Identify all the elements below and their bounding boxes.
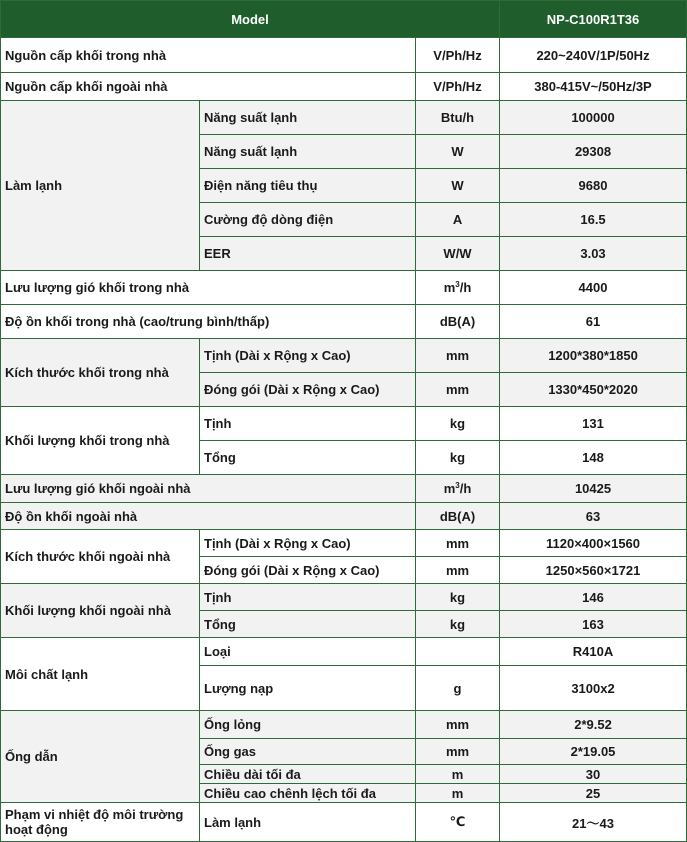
row-value: 9680 <box>500 169 687 203</box>
model-value: NP-C100R1T36 <box>500 1 687 38</box>
table-row <box>1 271 687 305</box>
row-sublabel: Đóng gói (Dài x Rộng x Cao) <box>200 373 416 407</box>
table-row <box>1 305 687 339</box>
row-unit: dB(A) <box>416 305 500 339</box>
row-value: 1330*450*2020 <box>500 373 687 407</box>
row-label: Nguồn cấp khối ngoài nhà <box>1 73 416 101</box>
row-value: 16.5 <box>500 203 687 237</box>
row-value: 63 <box>500 503 687 530</box>
row-value: 29308 <box>500 135 687 169</box>
row-value: 21～43 <box>500 803 687 842</box>
row-value: 148 <box>500 441 687 475</box>
row-sublabel: Ống gas <box>200 739 416 765</box>
row-unit: mm <box>416 557 500 584</box>
table-row <box>1 803 687 842</box>
row-unit: W <box>416 169 500 203</box>
row-sublabel: Loại <box>200 638 416 666</box>
row-unit: A <box>416 203 500 237</box>
row-sublabel: Lượng nạp <box>200 666 416 711</box>
table-row <box>1 503 687 530</box>
unit-base: m <box>443 481 456 496</box>
row-label: Độ ồn khối trong nhà (cao/trung bình/thấp) <box>1 305 416 339</box>
row-unit: m <box>416 784 500 803</box>
table-row <box>1 339 687 373</box>
unit-tail: /h <box>459 280 472 295</box>
table-row <box>1 38 687 73</box>
row-sublabel: Tổng <box>200 441 416 475</box>
row-unit: V/Ph/Hz <box>416 73 500 101</box>
row-unit <box>416 475 500 503</box>
row-sublabel: Cường độ dòng điện <box>200 203 416 237</box>
header-row <box>1 1 687 38</box>
table-row <box>1 530 687 557</box>
row-sublabel: Tịnh <box>200 584 416 611</box>
group-label: Kích thước khối ngoài nhà <box>1 530 200 584</box>
row-unit: mm <box>416 530 500 557</box>
row-unit: W <box>416 135 500 169</box>
row-value: 131 <box>500 407 687 441</box>
table-row <box>1 711 687 739</box>
row-label: Lưu lượng gió khối ngoài nhà <box>1 475 416 503</box>
row-sublabel: Năng suất lạnh <box>200 101 416 135</box>
table-row <box>1 475 687 503</box>
row-unit: Btu/h <box>416 101 500 135</box>
row-unit <box>416 638 500 666</box>
row-unit: ℃ <box>416 803 500 842</box>
row-label: Lưu lượng gió khối trong nhà <box>1 271 416 305</box>
table-row <box>1 73 687 101</box>
row-unit: kg <box>416 584 500 611</box>
row-value: 30 <box>500 765 687 784</box>
row-value: 25 <box>500 784 687 803</box>
row-value: 380-415V~/50Hz/3P <box>500 73 687 101</box>
row-value: 146 <box>500 584 687 611</box>
row-sublabel: Chiều dài tối đa <box>200 765 416 784</box>
row-unit <box>416 271 500 305</box>
row-sublabel: Chiều cao chênh lệch tối đa <box>200 784 416 803</box>
row-sublabel: EER <box>200 237 416 271</box>
table-row <box>1 101 687 135</box>
row-sublabel: Điện năng tiêu thụ <box>200 169 416 203</box>
row-value: 1200*380*1850 <box>500 339 687 373</box>
row-value: 100000 <box>500 101 687 135</box>
row-label: Nguồn cấp khối trong nhà <box>1 38 416 73</box>
row-value: 2*19.05 <box>500 739 687 765</box>
row-sublabel: Năng suất lạnh <box>200 135 416 169</box>
model-label: Model <box>1 1 500 38</box>
row-sublabel: Đóng gói (Dài x Rộng x Cao) <box>200 557 416 584</box>
row-value: 1120×400×1560 <box>500 530 687 557</box>
row-unit: kg <box>416 441 500 475</box>
row-sublabel: Tịnh <box>200 407 416 441</box>
row-label: Độ ồn khối ngoài nhà <box>1 503 416 530</box>
row-value: 3.03 <box>500 237 687 271</box>
row-sublabel: Tịnh (Dài x Rộng x Cao) <box>200 530 416 557</box>
row-value: 3100x2 <box>500 666 687 711</box>
group-label: Khối lượng khối ngoài nhà <box>1 584 200 638</box>
row-sublabel: Ống lỏng <box>200 711 416 739</box>
row-sublabel: Tổng <box>200 611 416 638</box>
row-value: 10425 <box>500 475 687 503</box>
row-label: Phạm vi nhiệt độ môi trường hoạt động <box>1 803 200 842</box>
group-label: Khối lượng khối trong nhà <box>1 407 200 475</box>
row-value: 61 <box>500 305 687 339</box>
row-unit: kg <box>416 611 500 638</box>
group-label: Môi chất lạnh <box>1 638 200 711</box>
row-unit: mm <box>416 373 500 407</box>
row-unit: V/Ph/Hz <box>416 38 500 73</box>
row-sublabel: Làm lạnh <box>200 803 416 842</box>
row-unit: g <box>416 666 500 711</box>
row-unit: mm <box>416 711 500 739</box>
row-value: 4400 <box>500 271 687 305</box>
unit-superscript: 3 <box>455 280 460 289</box>
row-unit: mm <box>416 739 500 765</box>
group-label: Ống dẫn <box>1 711 200 803</box>
row-value: R410A <box>500 638 687 666</box>
row-unit: kg <box>416 407 500 441</box>
row-value: 2*9.52 <box>500 711 687 739</box>
group-label: Làm lạnh <box>1 101 200 271</box>
row-unit: m <box>416 765 500 784</box>
row-value: 163 <box>500 611 687 638</box>
row-value: 1250×560×1721 <box>500 557 687 584</box>
group-label: Kích thước khối trong nhà <box>1 339 200 407</box>
table-row <box>1 584 687 611</box>
unit-superscript: 3 <box>455 481 460 490</box>
row-sublabel: Tịnh (Dài x Rộng x Cao) <box>200 339 416 373</box>
row-unit: mm <box>416 339 500 373</box>
row-unit: dB(A) <box>416 503 500 530</box>
unit-base: m <box>443 280 456 295</box>
table-row <box>1 638 687 666</box>
table-row <box>1 407 687 441</box>
row-value: 220~240V/1P/50Hz <box>500 38 687 73</box>
unit-tail: /h <box>459 481 472 496</box>
row-unit: W/W <box>416 237 500 271</box>
